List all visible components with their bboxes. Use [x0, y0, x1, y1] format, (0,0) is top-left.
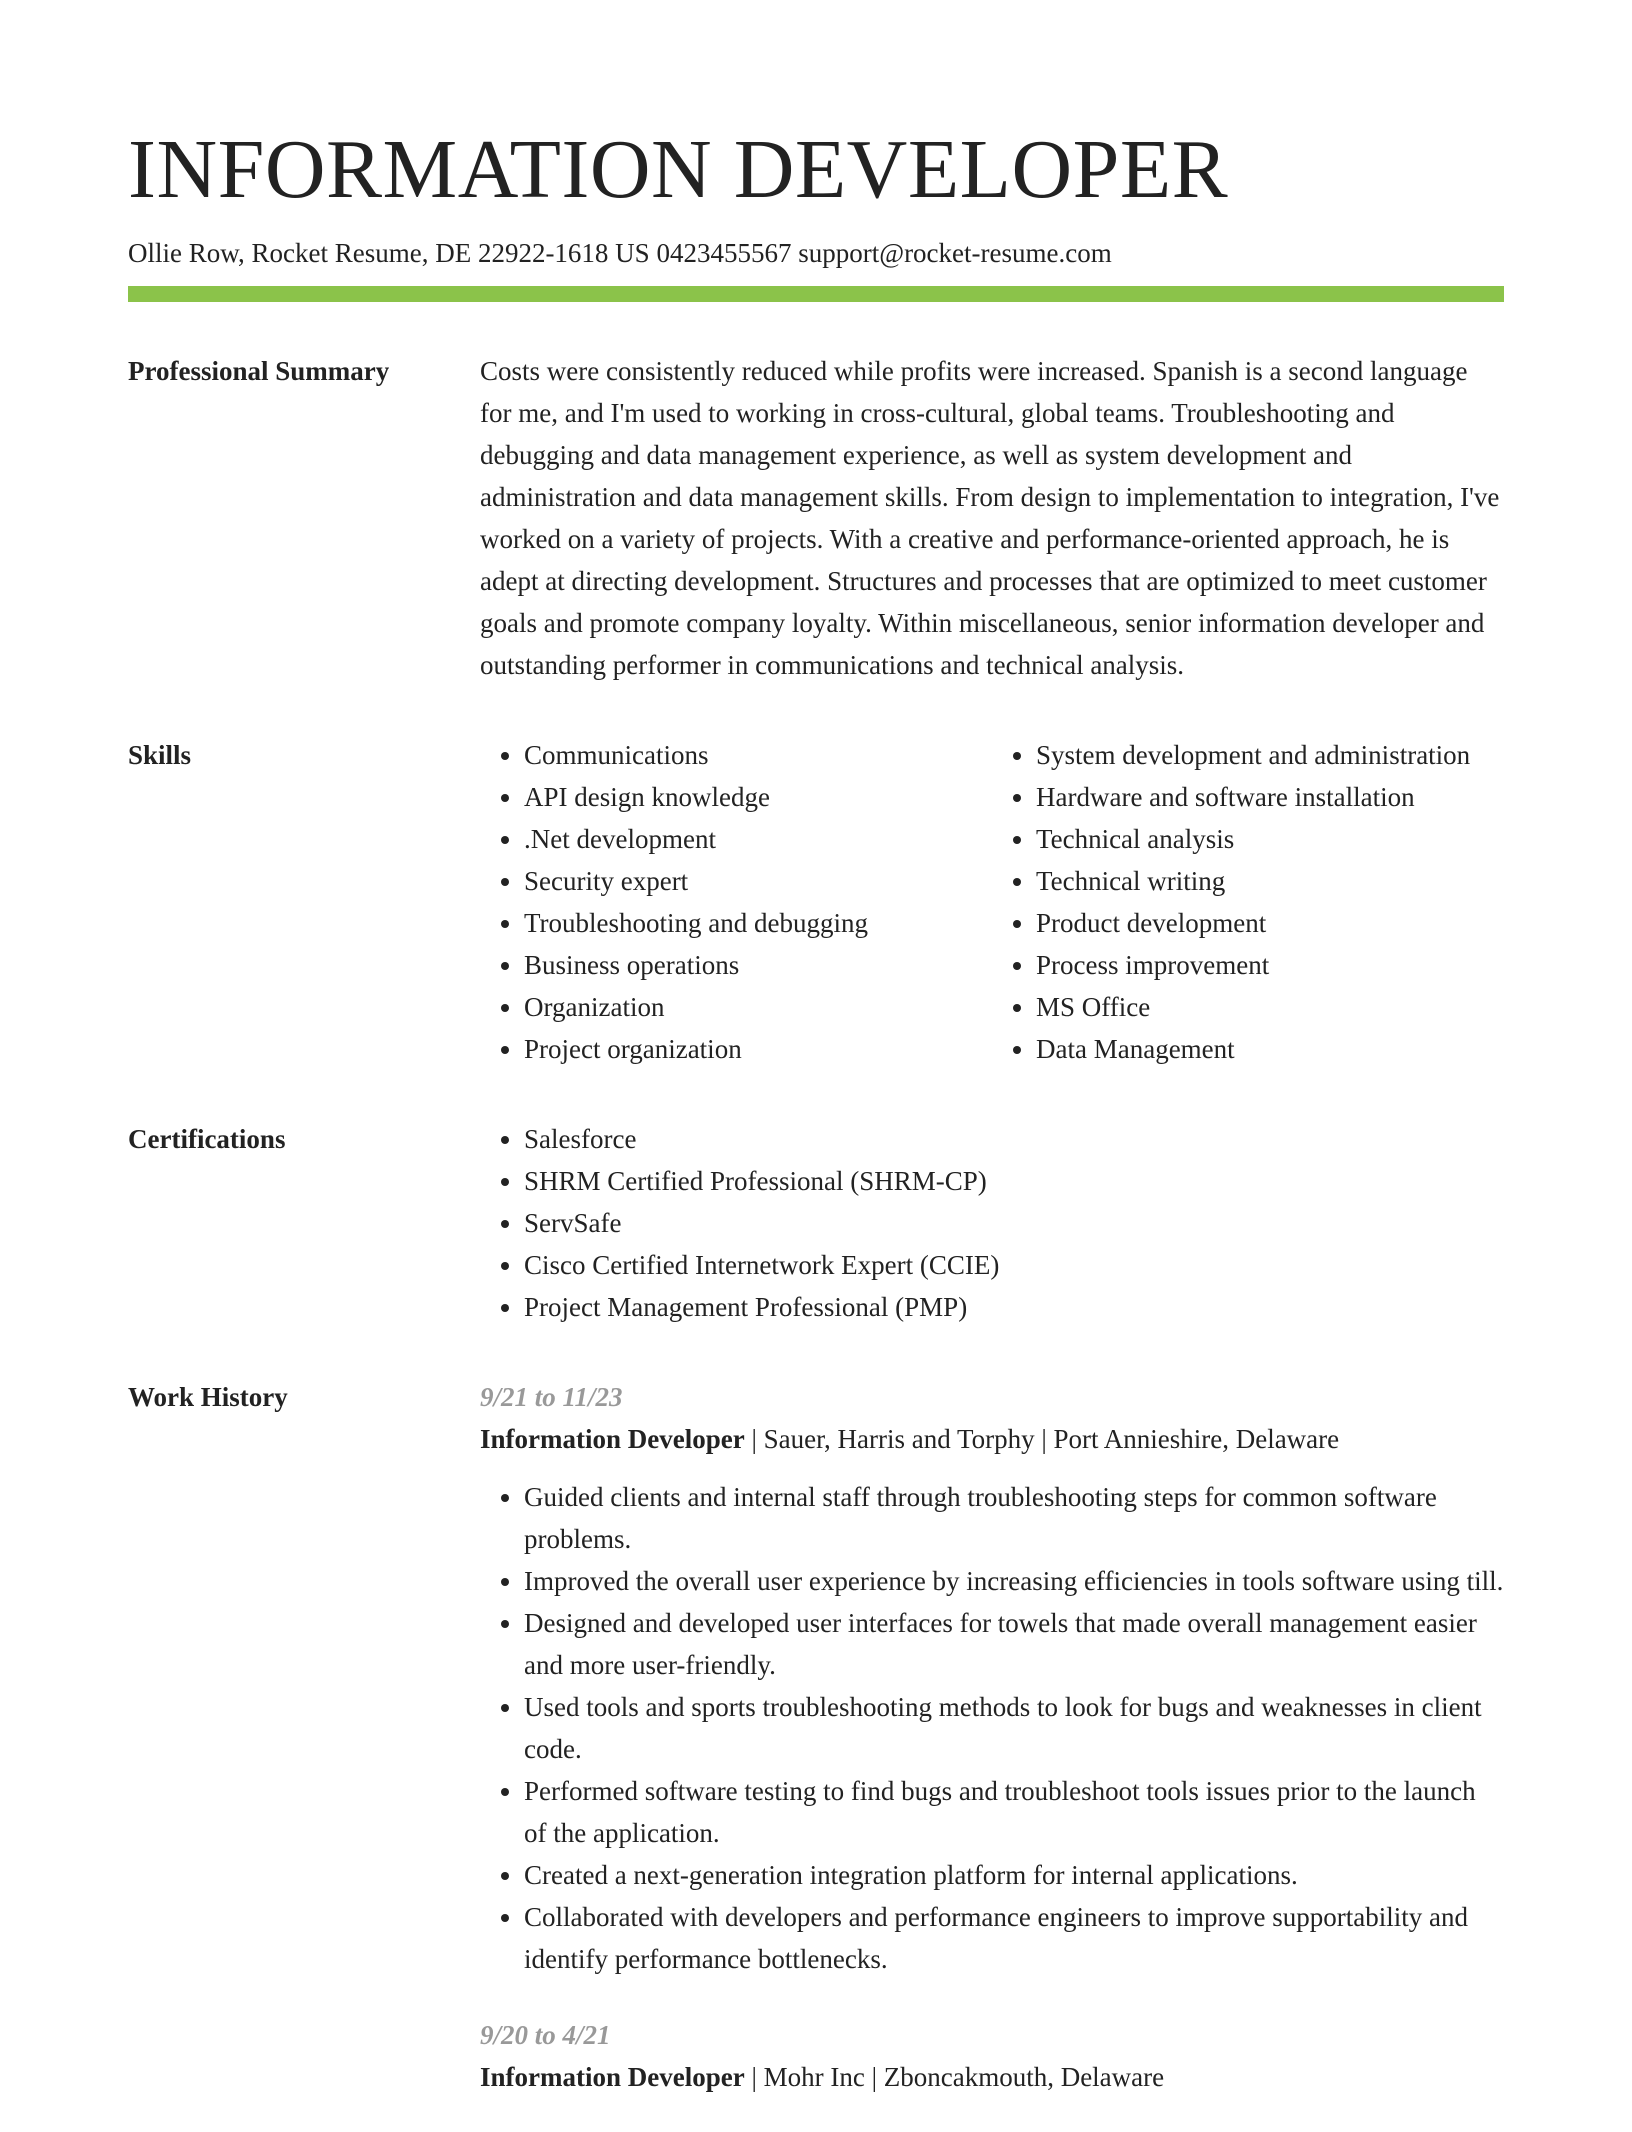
skill-item: • Troubleshooting and debugging — [524, 902, 992, 944]
job-bullets — [480, 1476, 1504, 1980]
job-bullet: • Guided clients and internal staff through troubleshooting steps for common software problems. — [524, 1476, 1504, 1560]
skill-item: • System development and administration — [1036, 734, 1504, 776]
certification-item: • Project Management Professional (PMP) — [524, 1286, 1504, 1328]
skills-list-left — [480, 734, 992, 1070]
skill-item: • Process improvement — [1036, 944, 1504, 986]
skill-item: • Technical writing — [1036, 860, 1504, 902]
section-label-skills: Skills — [128, 740, 192, 770]
certification-item: • Salesforce — [524, 1118, 1504, 1160]
certification-item: • Cisco Certified Internetwork Expert (CCIE) — [524, 1244, 1504, 1286]
work-history-body — [480, 1376, 1504, 2132]
skill-item: • Data Management — [1036, 1028, 1504, 1070]
skill-item: • Technical analysis — [1036, 818, 1504, 860]
skill-item: • Organization — [524, 986, 992, 1028]
job-bullet: • Performed software testing to find bugs and troubleshoot tools issues prior to the launch of the application. — [524, 1770, 1504, 1854]
summary-body — [480, 350, 1504, 686]
job-heading — [480, 1418, 1504, 1460]
skill-item: • .Net development — [524, 818, 992, 860]
skill-item: • Communications — [524, 734, 992, 776]
contact-line: Ollie Row, Rocket Resume, DE 22922-1618 US 0423455567 support@rocket-resume.com — [128, 238, 1112, 268]
summary-section — [128, 350, 1504, 686]
header-divider — [128, 286, 1504, 302]
summary-text: Costs were consistently reduced while profits were increased. Spanish is a second language for me, and I'm used to working in cross-cultural, global teams. Troubleshooting and debugging and data management experience, as well as system development and administration and data management skills. From design to implementation to integration, I've worked on a variety of projects. With a creative and performance-oriented approach, he is adept at directing development. Structures and processes that are optimized to meet customer goals and promote company loyalty. Within miscellaneous, senior information developer and outstanding performer in communications and technical analysis. — [480, 356, 1500, 680]
job-details: | Sauer, Harris and Torphy | Port Annieshire, Delaware — [744, 1424, 1340, 1454]
job-heading — [480, 2056, 1504, 2098]
section-label-work-history: Work History — [128, 1382, 288, 1412]
job-entry — [480, 1376, 1504, 1980]
job-bullet: • Used tools and sports troubleshooting methods to look for bugs and weaknesses in client code. — [524, 1686, 1504, 1770]
job-dates: 9/21 to 11/23 — [480, 1382, 623, 1412]
work-history-section — [128, 1376, 1504, 2132]
resume-page — [128, 0, 1504, 2132]
certifications-list — [480, 1118, 1504, 1328]
resume-title: INFORMATION DEVELOPER — [128, 123, 1229, 216]
job-entry — [480, 2014, 1504, 2098]
skills-section — [128, 734, 1504, 1070]
skill-item: • Project organization — [524, 1028, 992, 1070]
job-title: Information Developer — [480, 1424, 745, 1454]
job-bullet: • Improved the overall user experience by increasing efficiencies in tools software using till. — [524, 1560, 1504, 1602]
skill-item: • Hardware and software installation — [1036, 776, 1504, 818]
job-bullet: • Designed and developed user interfaces for towels that made overall management easier and more user-friendly. — [524, 1602, 1504, 1686]
section-label-certifications: Certifications — [128, 1124, 286, 1154]
skill-item: • Business operations — [524, 944, 992, 986]
job-title: Information Developer — [480, 2062, 745, 2092]
skill-item: • MS Office — [1036, 986, 1504, 1028]
skill-item: • Product development — [1036, 902, 1504, 944]
job-bullet: • Created a next-generation integration platform for internal applications. — [524, 1854, 1504, 1896]
job-dates: 9/20 to 4/21 — [480, 2020, 611, 2050]
skills-body — [480, 734, 1504, 1070]
certification-item: • ServSafe — [524, 1202, 1504, 1244]
job-bullet: • Collaborated with developers and performance engineers to improve supportability and identify performance bottlenecks. — [524, 1896, 1504, 1980]
skill-item: • API design knowledge — [524, 776, 992, 818]
skills-list-right — [992, 734, 1504, 1070]
skill-item: • Security expert — [524, 860, 992, 902]
certification-item: • SHRM Certified Professional (SHRM-CP) — [524, 1160, 1504, 1202]
certifications-body — [480, 1118, 1504, 1328]
certifications-section — [128, 1118, 1504, 1328]
job-details: | Mohr Inc | Zboncakmouth, Delaware — [744, 2062, 1165, 2092]
section-label-summary: Professional Summary — [128, 356, 390, 386]
